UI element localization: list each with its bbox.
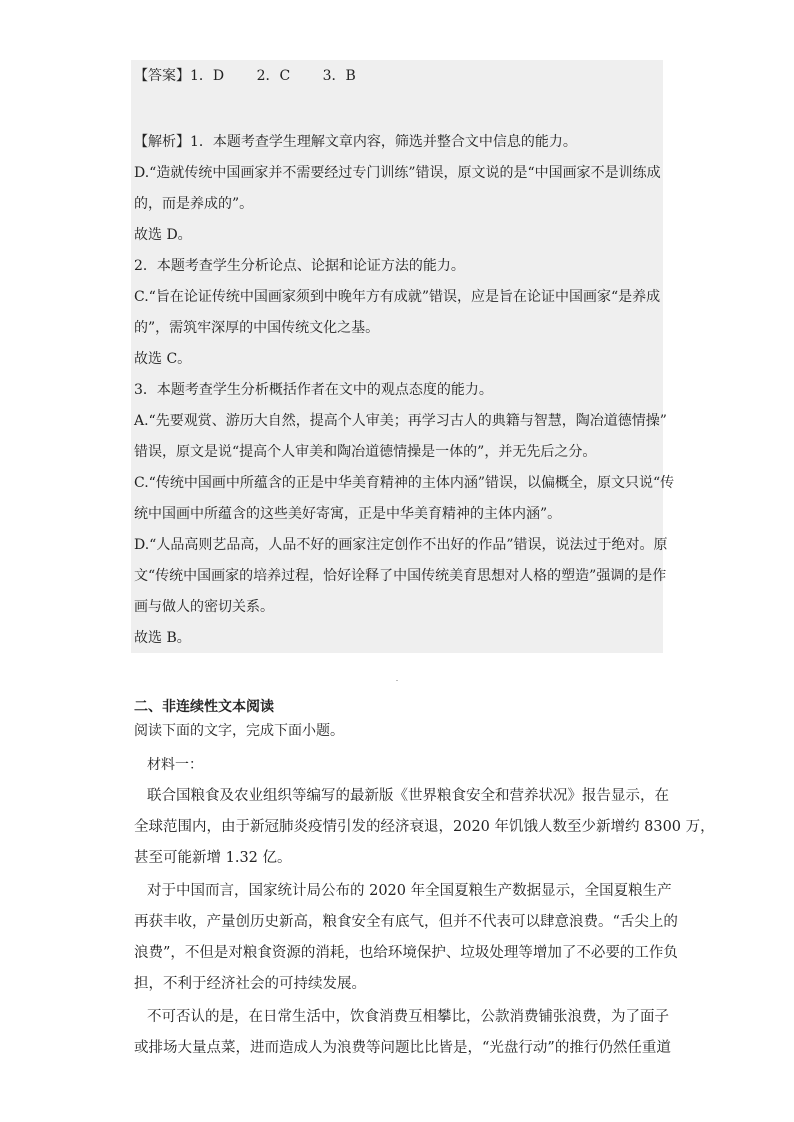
paragraph-line: 全球范围内，由于新冠肺炎疫情引发的经济衰退，2020 年饥饿人数至少新增约 8300 万，: [134, 819, 715, 835]
section-instruction: 阅读下面的文字，完成下面小题。: [134, 723, 344, 739]
analysis-line: 故选 C。: [134, 351, 192, 367]
paragraph-line: 再获丰收，产量创历史新高，粮食安全有底气，但并不代表可以肆意浪费。“舌尖上的: [134, 914, 678, 930]
analysis-line: 【解析】1．本题考查学生理解文章内容，筛选并整合文中信息的能力。: [134, 134, 577, 150]
paragraph-line: 或排场大量点菜，进而造成人为浪费等问题比比皆是，“光盘行动”的推行仍然任重道: [134, 1040, 671, 1056]
paragraph-line: 不可否认的是，在日常生活中，饮食消费互相攀比，公款消费铺张浪费，为了面子: [147, 1009, 669, 1025]
analysis-line: C.“传统中国画中所蕴含的正是中华美育精神的主体内涵”错误，以偏概全，原文只说“传: [134, 475, 675, 491]
analysis-line: 错误，原文是说“提高个人审美和陶冶道德情操是一体的”，并无先后之分。: [134, 444, 597, 460]
answer-line: 【答案】1．D 2．C 3．B: [134, 68, 356, 84]
paragraph-line: 担，不利于经济社会的可持续发展。: [134, 976, 366, 992]
analysis-line: 的”，需筑牢深厚的中国传统文化之基。: [134, 320, 380, 336]
analysis-line: 文“传统中国画家的培养过程，恰好诠释了中国传统美育思想对人格的塑造”强调的是作: [134, 568, 667, 584]
material-label: 材料一：: [147, 757, 203, 773]
paragraph-line: 浪费”，不但是对粮食资源的消耗，也给环境保护、垃圾处理等增加了不必要的工作负: [134, 945, 678, 961]
analysis-line: 2．本题考查学生分析论点、论据和论证方法的能力。: [134, 258, 465, 274]
analysis-line: 的，而是养成的”。: [134, 196, 254, 212]
analysis-line: D.“人品高则艺品高，人品不好的画家注定创作不出好的作品”错误，说法过于绝对。原: [134, 537, 668, 553]
paragraph-line: 对于中国而言，国家统计局公布的 2020 年全国夏粮生产数据显示，全国夏粮生产: [147, 883, 672, 899]
analysis-line: 3．本题考查学生分析概括作者在文中的观点态度的能力。: [134, 382, 493, 398]
paragraph-line: 甚至可能新增 1.32 亿。: [134, 850, 292, 866]
analysis-line: C.“旨在论证传统中国画家须到中晚年方有成就”错误，应是旨在论证中国画家“是养成: [134, 289, 661, 305]
section-heading: 二、非连续性文本阅读: [134, 699, 274, 715]
paragraph-line: 联合国粮食及农业组织等编写的最新版《世界粮食安全和营养状况》报告显示，在: [147, 788, 669, 804]
divider-dot: [396, 680, 398, 681]
analysis-line: D.“造就传统中国画家并不需要经过专门训练”错误，原文说的是“中国画家不是训练成: [134, 165, 661, 181]
analysis-line: 故选 B。: [134, 630, 191, 646]
analysis-line: A.“先要观赏、游历大自然，提高个人审美；再学习古人的典籍与智慧，陶冶道德情操”: [134, 413, 667, 429]
analysis-line: 画与做人的密切关系。: [134, 599, 274, 615]
analysis-line: 统中国画中所蕴含的这些美好寄寓，正是中华美育精神的主体内涵”。: [134, 506, 562, 522]
analysis-line: 故选 D。: [134, 227, 192, 243]
